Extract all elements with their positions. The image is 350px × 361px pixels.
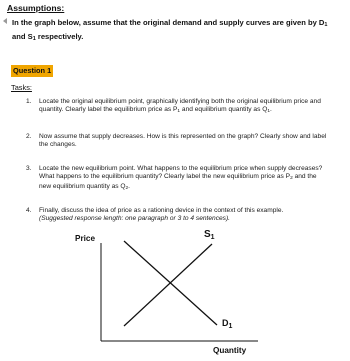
- task-text-b: and the new equilibrium quantity as Q: [39, 173, 317, 191]
- task-number: 3.: [26, 165, 32, 172]
- task-number: 1.: [26, 98, 32, 105]
- task-text: Now assume that supply decreases. How is this represented on the graph? Clearly show and label the changes.: [39, 133, 327, 149]
- task-sub-b: 2: [125, 186, 129, 192]
- task-sub-a: 2: [290, 176, 293, 182]
- task-text-a: Locate the original equilibrium point, graphically identifying both the original equilibrium price and quantity. Clearly label the equilibrium price as P: [39, 98, 321, 114]
- task-text-a: Locate the new equilibrium point. What happens to the equilibrium price when supply decreases? What happens to the equilibrium quantity? Clearly label the new equilibrium price as P: [39, 165, 323, 181]
- task-number: 2.: [26, 133, 32, 140]
- task-sub-b: 1: [267, 109, 270, 115]
- intro-sub-2: 1: [32, 36, 36, 42]
- x-axis-label: Quantity: [213, 346, 247, 355]
- intro-sub-1: 1: [324, 22, 328, 28]
- supply-curve: [124, 244, 212, 326]
- intro-text-2: and S: [12, 32, 33, 41]
- y-axis-label: Price: [75, 234, 96, 243]
- task-text: Finally, discuss the idea of price as a rationing device in the context of this example.: [39, 207, 284, 214]
- task-text-c: .: [128, 183, 131, 191]
- intro-text-1: In the graph below, assume that the original demand and supply curves are given by D: [12, 18, 325, 27]
- demand-label-letter: D: [222, 318, 229, 328]
- supply-label-sub: 1: [210, 234, 215, 241]
- task-sub-a: 1: [177, 109, 181, 115]
- task-note: (Suggested response length: one paragraph or 3 to 4 sentences).: [39, 215, 230, 223]
- assumptions-heading: Assumptions:: [7, 3, 65, 13]
- supply-label-letter: S: [204, 229, 211, 240]
- demand-curve-label: [222, 318, 232, 330]
- task-number: 4.: [26, 207, 32, 214]
- task-text-b: and equilibrium quantity as Q: [180, 106, 268, 114]
- tasks-heading: Tasks:: [11, 83, 32, 92]
- demand-label-sub: 1: [228, 323, 233, 330]
- supply-curve-label: [204, 229, 215, 241]
- question-badge: Question 1: [13, 66, 52, 75]
- task-text-c: .: [270, 106, 272, 114]
- intro-text-3: respectively.: [37, 32, 84, 41]
